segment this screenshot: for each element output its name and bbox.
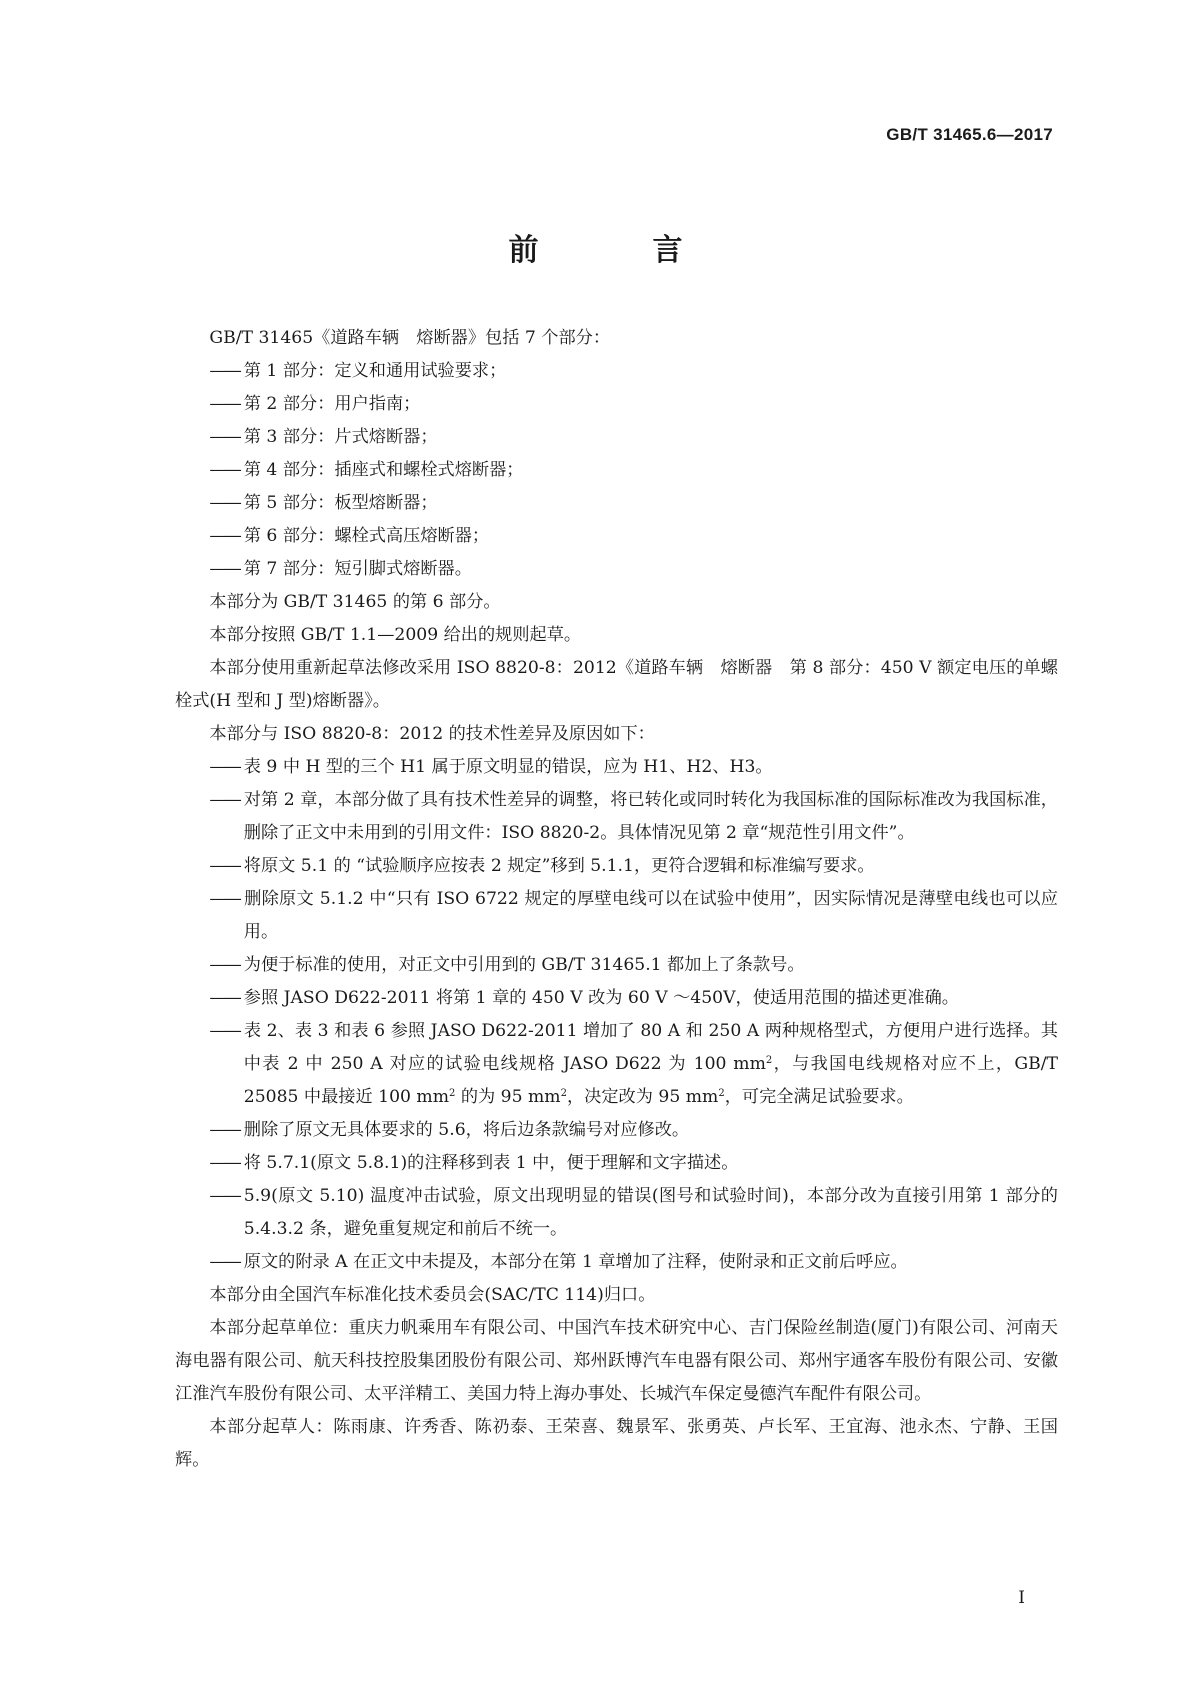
- part-item: —— 第 5 部分：板型熔断器；: [209, 493, 438, 513]
- part-item: —— 第 6 部分：螺栓式高压熔断器；: [209, 526, 490, 546]
- part-item: —— 第 4 部分：插座式和螺栓式熔断器；: [209, 460, 524, 480]
- drafting-units-paragraph: 本部分起草单位：重庆力帆乘用车有限公司、中国汽车技术研究中心、吉门保险丝制造(厦门)有限公司、河南天海电器有限公司、航天科技控股集团股份有限公司、郑州跃博汽车电器有限公司、郑州宇通客车股份有限公司、安徽江淮汽车股份有限公司、太平洋精工、美国力特上海办事处、长城汽车保定曼德汽车配件有限公司。: [175, 1318, 1058, 1404]
- differences-paragraph: 本部分与 ISO 8820-8：2012 的技术性差异及原因如下：: [209, 724, 655, 744]
- difference-item: —— 表 9 中 H 型的三个 H1 属于原文明显的错误，应为 H1、H2、H3。: [209, 757, 773, 777]
- committee-paragraph: 本部分由全国汽车标准化技术委员会(SAC/TC 114)归口。: [209, 1285, 656, 1305]
- page-title: 前 言: [508, 233, 725, 268]
- difference-item: —— 参照 JASO D622-2011 将第 1 章的 450 V 改为 60 V ～450V，使适用范围的描述更准确。: [209, 988, 959, 1008]
- standard-code: GB/T 31465.6—2017: [886, 125, 1053, 144]
- difference-item: —— 对第 2 章，本部分做了具有技术性差异的调整，将已转化或同时转化为我国标准的国际标准改为我国标准，删除了正文中未用到的引用文件：ISO 8820-2。具体情况见第 2 章“规范性引用文件”。: [209, 790, 1058, 843]
- difference-item: —— 表 2、表 3 和表 6 参照 JASO D622-2011 增加了 80 A 和 250 A 两种规格型式，方便用户进行选择。其中表 2 中 250 A 对应的试验电线规格 JASO D622 为 100 $mm^2$，与我国电线规格对应不上，GB/T 25085 中最接近 100 $mm^2$ 的为 95 $mm^2$，决定改为 95 $mm^2$，可完全满足试验要求。: [209, 1021, 1058, 1107]
- drafters-paragraph: 本部分起草人：陈雨康、许秀香、陈礽泰、王荣喜、魏景军、张勇英、卢长军、王宜海、池永杰、宁静、王国辉。: [175, 1417, 1058, 1470]
- adoption-paragraph: 本部分使用重新起草法修改采用 ISO 8820-8：2012《道路车辆 熔断器 第 8 部分：450 V 额定电压的单螺栓式(H 型和 J 型)熔断器》。: [175, 658, 1058, 711]
- part6-paragraph: 本部分为 GB/T 31465 的第 6 部分。: [209, 592, 501, 612]
- difference-item: —— 为便于标准的使用，对正文中引用到的 GB/T 31465.1 都加上了条款号。: [209, 955, 805, 975]
- intro-paragraph: GB/T 31465《道路车辆 熔断器》包括 7 个部分：: [209, 328, 611, 348]
- difference-item: —— 删除原文 5.1.2 中“只有 ISO 6722 规定的厚壁电线可以在试验中使用”，因实际情况是薄壁电线也可以应用。: [209, 889, 1058, 942]
- difference-item: —— 原文的附录 A 在正文中未提及，本部分在第 1 章增加了注释，使附录和正文前后呼应。: [209, 1252, 908, 1272]
- difference-item: —— 删除了原文无具体要求的 5.6，将后边条款编号对应修改。: [209, 1120, 690, 1140]
- part-item: —— 第 2 部分：用户指南；: [209, 394, 421, 414]
- difference-item: —— 将原文 5.1 的 “试验顺序应按表 2 规定”移到 5.1.1，更符合逻辑和标准编写要求。: [209, 856, 875, 876]
- foreword-body: [175, 322, 1058, 1477]
- part-item: —— 第 1 部分：定义和通用试验要求；: [209, 361, 507, 381]
- page-number: I: [1018, 1588, 1025, 1608]
- part-item: —— 第 7 部分：短引脚式熔断器。: [209, 559, 472, 579]
- difference-item: —— 将 5.7.1(原文 5.8.1)的注释移到表 1 中，便于理解和文字描述。: [209, 1153, 739, 1173]
- part-item: —— 第 3 部分：片式熔断器；: [209, 427, 438, 447]
- difference-item: —— 5.9(原文 5.10) 温度冲击试验，原文出现明显的错误(图号和试验时间)，本部分改为直接引用第 1 部分的 5.4.3.2 条，避免重复规定和前后不统一。: [209, 1186, 1058, 1239]
- rules-paragraph: 本部分按照 GB/T 1.1—2009 给出的规则起草。: [209, 625, 582, 645]
